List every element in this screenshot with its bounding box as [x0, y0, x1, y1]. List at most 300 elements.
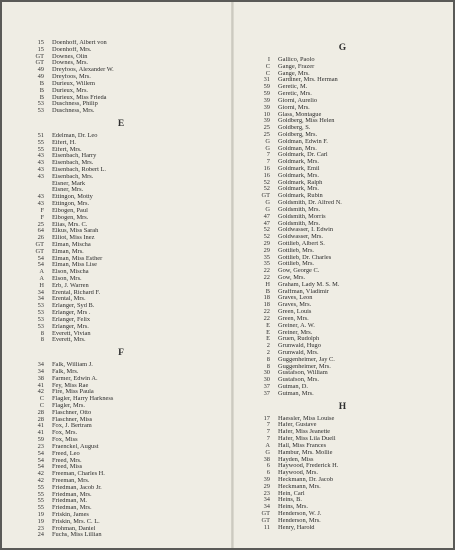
table-code: 23: [37, 442, 44, 450]
table-code: 26: [37, 234, 44, 242]
person-name: Durieux, Willem: [52, 80, 95, 87]
person-name: Henderson, W. J.: [278, 511, 322, 517]
table-code: 55: [37, 138, 44, 146]
list-item: [16, 451, 226, 458]
table-code: G: [265, 448, 270, 456]
person-name: Fox, Mrs.: [52, 430, 78, 437]
person-name: Freed, Mrs.: [52, 457, 82, 464]
table-code: 23: [263, 489, 270, 497]
table-code: 54: [37, 254, 44, 262]
table-code: 29: [263, 239, 270, 247]
person-name: Doenhoff, Albert von: [52, 40, 107, 46]
list-item: [16, 208, 226, 215]
person-name: Eisner, Mark: [52, 180, 86, 187]
table-code: 34: [37, 367, 44, 375]
table-code: I: [267, 56, 270, 63]
table-code: 38: [37, 374, 44, 382]
list-item: [240, 350, 445, 357]
person-name: Goldberg, Mrs.: [278, 131, 318, 138]
table-code: 43: [37, 172, 44, 180]
list-item: [240, 370, 445, 377]
person-name: Erlanger, Mrs .: [52, 310, 91, 317]
table-code: 31: [263, 76, 270, 84]
table-code: 16: [263, 165, 270, 172]
table-code: 53: [37, 107, 44, 115]
table-code: 7: [266, 435, 270, 443]
list-item: [240, 207, 445, 214]
list-item: [16, 194, 226, 201]
person-name: Goldmark, Emil: [278, 166, 320, 172]
list-item: [16, 403, 226, 410]
person-name: Heckmann, Dr. Jacob: [278, 476, 334, 483]
table-code: 34: [37, 295, 44, 303]
table-code: B: [39, 79, 44, 87]
table-code: 28: [37, 408, 44, 416]
list-item: [240, 309, 445, 316]
person-name: Goldman, Edwin F.: [278, 138, 328, 145]
list-item: [16, 67, 226, 74]
list-item: [16, 222, 226, 229]
table-code: B: [39, 93, 44, 101]
table-code: 54: [37, 463, 44, 471]
table-code: 43: [37, 200, 44, 208]
list-item: [16, 505, 226, 512]
list-item: [16, 396, 226, 403]
person-name: Dreyfoos, Alexander W.: [52, 67, 114, 74]
list-item: [240, 429, 445, 436]
list-item: [240, 343, 445, 350]
list-item: [16, 383, 226, 390]
table-code: 38: [263, 455, 270, 463]
list-item: [240, 125, 445, 132]
list-item: [240, 357, 445, 364]
person-name: Fraenckel, August: [52, 443, 99, 450]
person-name: Ettingon, Mrs.: [52, 201, 90, 208]
table-code: G: [265, 205, 270, 213]
list-item: [240, 391, 445, 398]
table-code: 24: [37, 531, 44, 539]
list-item: [16, 303, 226, 310]
person-name: Fox, Miss: [52, 437, 78, 444]
person-name: Fire, Miss Paula: [52, 389, 94, 396]
table-code: 19: [37, 511, 44, 518]
list-item: [240, 491, 445, 498]
person-name: Hafer, Gustave: [278, 422, 317, 429]
list-item: [240, 377, 445, 384]
right-page: [240, 39, 445, 531]
list-item: [240, 200, 445, 207]
person-name: Henry, Harold: [278, 524, 315, 531]
person-name: Fox, J. Bertram: [52, 423, 92, 430]
program-spread: [2, 2, 453, 548]
person-name: Erb, J. Warren: [52, 282, 89, 289]
table-code: 29: [263, 246, 270, 254]
table-code: A: [265, 441, 270, 449]
list-item: [16, 376, 226, 383]
person-name: Friskin, James: [52, 512, 89, 518]
list-item: [16, 324, 226, 331]
table-code: G: [265, 144, 270, 152]
table-code: G: [265, 137, 270, 145]
table-code: 15: [37, 39, 44, 46]
table-code: 18: [263, 294, 270, 302]
person-name: Falk, Mrs.: [52, 368, 79, 375]
person-name: Friedman, Jacob Jr.: [52, 484, 102, 491]
person-name: Glass, Montague: [278, 111, 322, 118]
table-code: 29: [263, 482, 270, 490]
person-name: Graffman, Vladimir: [278, 288, 329, 295]
person-name: Gustafson, William: [278, 370, 328, 377]
table-code: 25: [263, 130, 270, 138]
person-name: Gustafson, Mrs.: [278, 377, 320, 384]
person-name: Haywood, Frederick H.: [278, 463, 339, 470]
person-name: Gottlieb, Albert S.: [278, 240, 325, 247]
person-name: Goldsmith, Morris: [278, 213, 326, 220]
person-name: Fuchs, Miss Lillian: [52, 532, 102, 539]
list-item: [240, 186, 445, 193]
person-name: Everett, Mrs.: [52, 337, 86, 344]
person-name: Eisenbach, Robert L.: [52, 167, 106, 173]
person-name: Goldwasser, I. Edwin: [278, 227, 334, 234]
list-item: [240, 193, 445, 200]
person-name: Dreyfoos, Mrs.: [52, 74, 91, 81]
list-item: [240, 443, 445, 450]
table-code: 8: [266, 362, 270, 370]
table-code: [16, 181, 52, 188]
person-name: Gardiner, Mrs. Herman: [278, 77, 338, 84]
person-name: Hein, Carl: [278, 490, 305, 497]
table-code: 2: [266, 348, 270, 356]
list-item: [240, 84, 445, 91]
list-item: [240, 173, 445, 180]
table-code: 34: [263, 503, 270, 511]
table-code: GT: [261, 192, 270, 200]
person-name: Goldmark, Dr. Carl: [278, 152, 328, 159]
person-name: Eisenbach, Mrs.: [52, 173, 94, 180]
table-code: 7: [266, 421, 270, 429]
person-name: Friedman, M.: [52, 498, 87, 505]
person-name: Elman, Miss Esther: [52, 255, 103, 262]
table-code: 22: [263, 274, 270, 281]
page-fold: [231, 2, 234, 548]
person-name: Hafer, Miss Lila Duell: [278, 436, 336, 443]
person-name: Greiner, A. W.: [278, 322, 315, 329]
person-name: Erlanger, Syd B.: [52, 303, 95, 310]
person-name: Henderson, Mrs.: [278, 517, 321, 524]
table-code: 25: [37, 220, 44, 228]
list-item: [240, 98, 445, 105]
table-code: F: [40, 206, 44, 214]
person-name: Grunwald, Mrs.: [278, 349, 319, 356]
table-code: GT: [35, 52, 44, 60]
list-item: [16, 81, 226, 88]
table-code: 37: [263, 389, 270, 397]
person-name: Flaschner, Otto: [52, 409, 92, 416]
person-name: Eisenbach, Mrs.: [52, 160, 94, 167]
table-code: C: [265, 62, 270, 70]
person-name: Geretic, Mrs.: [278, 91, 312, 98]
list-item: [16, 167, 226, 174]
table-code: A: [39, 275, 44, 282]
person-name: Freeman, Charles H.: [52, 471, 105, 478]
list-item: [16, 430, 226, 437]
table-code: C: [39, 402, 44, 409]
list-item: [240, 316, 445, 323]
section-letter-heading: E: [117, 118, 125, 129]
person-name: Elson, Mischa: [52, 269, 89, 276]
person-name: Goldmark, Mrs.: [278, 172, 320, 179]
list-item: [16, 498, 226, 505]
table-code: 53: [37, 100, 44, 108]
list-item: [16, 526, 226, 533]
list-item: [240, 364, 445, 371]
person-name: Hambur, Mrs. Mollie: [278, 449, 333, 456]
left-page: [16, 40, 226, 539]
table-code: 8: [266, 355, 270, 363]
person-name: Freed, Leo: [52, 450, 80, 457]
table-code: 52: [263, 178, 270, 186]
table-code: E: [266, 321, 270, 329]
table-code: 39: [263, 475, 270, 483]
list-item: [240, 470, 445, 477]
list-item: [16, 296, 226, 303]
person-name: Goldmark, Mrs.: [278, 159, 320, 166]
person-name: Downes, Mrs.: [52, 60, 89, 67]
list-item: [240, 525, 445, 532]
person-name: Falk, William J.: [52, 362, 93, 369]
table-code: GT: [35, 240, 44, 248]
person-name: Eisenbach, Harry: [52, 153, 97, 160]
table-code: 53: [37, 322, 44, 330]
table-code: GT: [261, 516, 270, 524]
person-name: Erental, Mrs.: [52, 296, 86, 303]
list-item: [240, 268, 445, 275]
list-item: [240, 146, 445, 153]
person-name: Eifert, H.: [52, 139, 76, 146]
person-name: Green, Mrs.: [278, 315, 309, 322]
person-name: Goldberg, Miss Helen: [278, 118, 335, 125]
table-code: 41: [37, 422, 44, 430]
person-name: Gallico, Paolo: [278, 57, 315, 63]
table-code: E: [266, 328, 270, 336]
person-name: Goldmark, Mrs.: [278, 186, 320, 193]
list-item: [16, 40, 226, 47]
list-item: [16, 256, 226, 263]
list-item: [240, 57, 445, 64]
table-code: 59: [37, 436, 44, 444]
person-name: Elias, Mrs. C.: [52, 221, 88, 228]
table-code: 49: [37, 73, 44, 81]
list-item: [240, 241, 445, 248]
person-name: Haessler, Miss Louise: [278, 415, 335, 422]
table-code: 59: [263, 90, 270, 98]
list-item: [240, 152, 445, 159]
table-code: 19: [37, 517, 44, 525]
person-name: Gottlieb, Dr. Charles: [278, 254, 332, 261]
list-item: [16, 276, 226, 283]
list-item: [240, 77, 445, 84]
list-item: [16, 147, 226, 154]
list-item: [240, 112, 445, 119]
list-item: [240, 261, 445, 268]
list-item: [240, 336, 445, 343]
list-item: [16, 47, 226, 54]
list-item: [240, 416, 445, 423]
list-item: [240, 477, 445, 484]
table-code: 22: [263, 308, 270, 316]
person-name: Goldsmith, Dr. Alfred N.: [278, 200, 342, 207]
person-name: Goldberg, S.: [278, 125, 311, 132]
table-code: 42: [37, 476, 44, 484]
table-code: 54: [37, 261, 44, 269]
table-code: 53: [37, 309, 44, 317]
person-name: Elliot, Miss Inez: [52, 235, 95, 242]
list-item: [16, 249, 226, 256]
person-name: Friskin, Mrs. C. L.: [52, 518, 100, 525]
person-name: Downes, Olin: [52, 53, 88, 60]
section-letter-heading: G: [338, 43, 347, 53]
list-item: [240, 64, 445, 71]
person-name: Edelman, Dr. Leo: [52, 132, 98, 139]
table-code: B: [39, 86, 44, 94]
person-name: Friedman, Mrs.: [52, 491, 92, 498]
table-code: 30: [263, 376, 270, 384]
table-code: GT: [35, 59, 44, 67]
list-item: [240, 484, 445, 491]
person-name: Graves, Mrs.: [278, 302, 312, 309]
table-code: F: [40, 213, 44, 221]
section-letter-heading: H: [338, 401, 347, 412]
person-name: Freeman, Mrs.: [52, 477, 90, 484]
list-item: [16, 228, 226, 235]
list-item: [16, 458, 226, 465]
person-name: Durieux, Miss Frieda: [52, 94, 107, 101]
list-item: [240, 450, 445, 457]
table-code: 52: [263, 233, 270, 241]
person-name: Gruen, Rudolph: [278, 336, 320, 343]
list-item: [16, 464, 226, 471]
list-item: [240, 436, 445, 443]
list-item: [16, 88, 226, 95]
person-name: Guggenheimer, Jay C.: [278, 356, 335, 363]
list-item: [16, 532, 226, 539]
person-name: Goldmark, Rubin: [278, 193, 323, 200]
table-code: 43: [37, 159, 44, 167]
list-item: [16, 417, 226, 424]
person-name: Guggenheimer, Mrs.: [278, 363, 331, 370]
person-name: Heins, Mrs.: [278, 504, 308, 511]
list-item: [240, 159, 445, 166]
list-item: [240, 497, 445, 504]
list-item: [240, 463, 445, 470]
person-name: Goldsmith, Mrs.: [278, 220, 321, 227]
table-code: 41: [37, 429, 44, 437]
table-code: 52: [263, 226, 270, 234]
table-code: C: [39, 395, 44, 403]
table-code: 2: [266, 342, 270, 350]
person-name: Elbogen, Mrs.: [52, 214, 89, 221]
table-code: 25: [263, 124, 270, 132]
list-item: [240, 323, 445, 330]
table-code: 34: [37, 361, 44, 369]
person-name: Frohman, Daniel: [52, 525, 96, 532]
table-code: E: [266, 335, 270, 343]
person-name: Friedman, Mrs.: [52, 505, 92, 512]
list-item: [240, 518, 445, 525]
table-code: 43: [37, 193, 44, 201]
list-item: [16, 54, 226, 61]
person-name: Green, Louis: [278, 309, 312, 316]
person-name: Farmer, Edwin A.: [52, 375, 98, 382]
table-code: 52: [263, 185, 270, 193]
person-name: Giorni, Mrs.: [278, 104, 310, 111]
list-item: [240, 105, 445, 112]
list-item: [16, 153, 226, 160]
list-item: [16, 331, 226, 338]
person-name: Eifert, Mrs.: [52, 146, 82, 153]
person-name: Graham, Lady M. S. M.: [278, 281, 340, 288]
list-item: [16, 478, 226, 485]
table-code: 8: [40, 329, 44, 337]
person-name: Elman, Mrs.: [52, 248, 84, 255]
person-name: Grunwald, Hugo: [278, 343, 321, 350]
table-code: 6: [266, 462, 270, 470]
person-name: Heins, B.: [278, 497, 302, 504]
table-code: 17: [263, 414, 270, 422]
list-item: [16, 215, 226, 222]
list-item: [16, 444, 226, 451]
list-item: [16, 317, 226, 324]
list-item: [240, 275, 445, 282]
list-item: [16, 410, 226, 417]
table-code: 64: [37, 227, 44, 235]
list-item: [16, 235, 226, 242]
table-code: 42: [37, 470, 44, 478]
person-name: Duschness, Mrs.: [52, 108, 95, 115]
list-item: [16, 290, 226, 297]
list-item: [240, 91, 445, 98]
person-name: Elkus, Miss Sarah: [52, 228, 99, 235]
list-item: [16, 512, 226, 519]
table-code: 16: [263, 171, 270, 179]
table-code: 7: [266, 158, 270, 166]
table-code: 53: [37, 302, 44, 310]
list-item: [16, 262, 226, 269]
table-code: 55: [37, 497, 44, 505]
person-name: Everett, Vivian: [52, 330, 91, 337]
table-code: 47: [263, 219, 270, 227]
list-item: [16, 337, 226, 344]
table-code: 53: [37, 315, 44, 323]
list-item: [240, 295, 445, 302]
list-item: [240, 221, 445, 228]
table-code: B: [265, 287, 270, 295]
list-item: [16, 471, 226, 478]
list-item: [16, 519, 226, 526]
list-item: [16, 187, 226, 194]
list-item: [16, 242, 226, 249]
table-code: 22: [263, 314, 270, 322]
person-name: Flagler, Harry Harkness: [52, 396, 114, 403]
table-code: 6: [266, 469, 270, 477]
table-code: 7: [266, 428, 270, 436]
list-item: [16, 201, 226, 208]
table-code: 23: [37, 524, 44, 532]
person-name: Hafer, Miss Jeanette: [278, 429, 331, 436]
table-code: 39: [263, 96, 270, 104]
table-code: 8: [40, 336, 44, 344]
person-name: Gottlieb, Mrs.: [278, 261, 315, 268]
